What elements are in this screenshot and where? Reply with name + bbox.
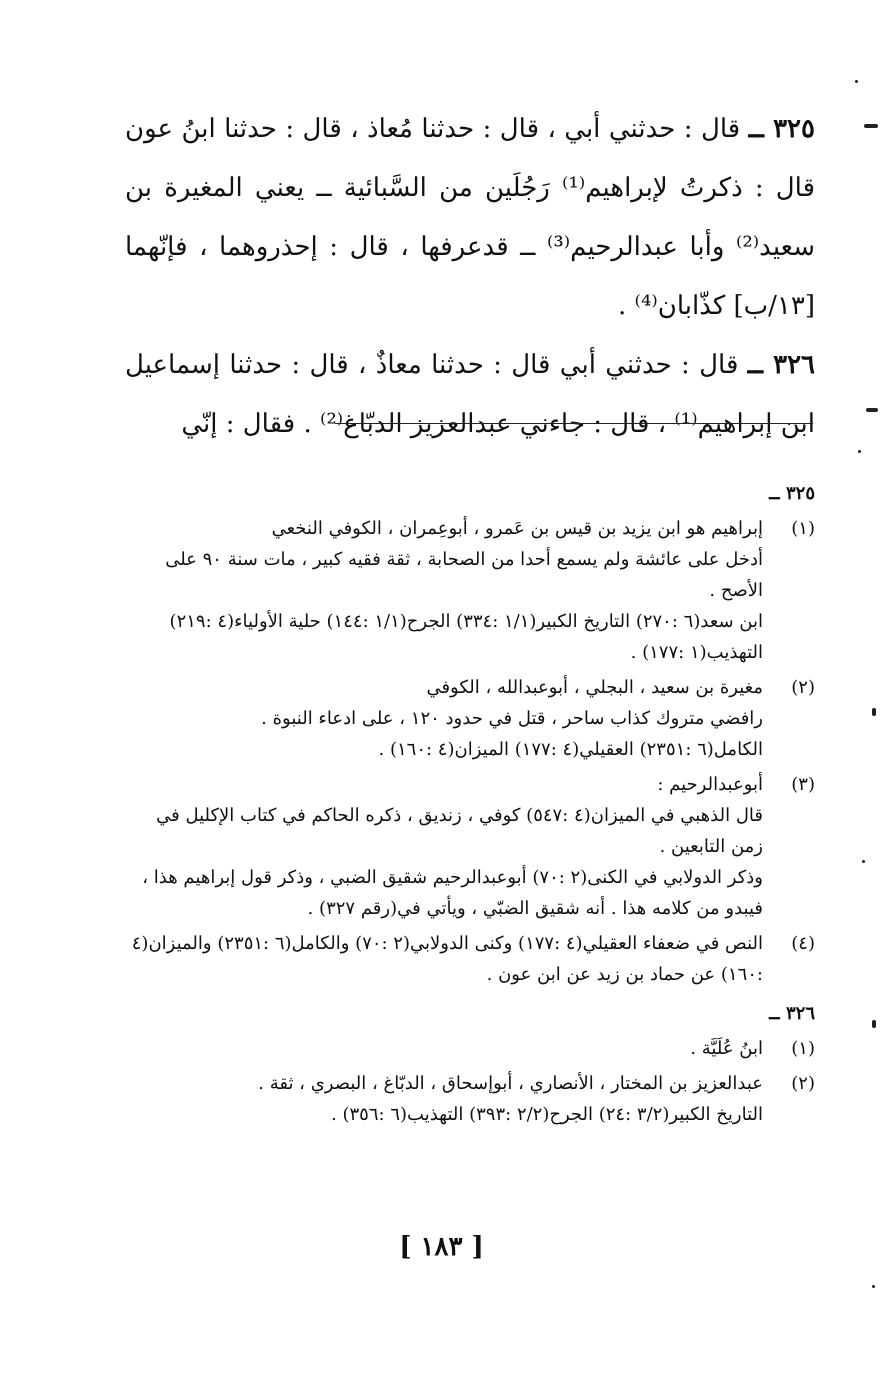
footnote-line: ابنُ عُلَيَّة . xyxy=(690,1038,763,1059)
hadith-entry xyxy=(125,100,815,336)
footnote-group-heading: ٣٢٥ ــ xyxy=(769,483,815,504)
footnote-line: النص في ضعفاء العقيلي(٤ :١٧٧) وكنى الدولابي(٢ :٧٠) والكامل(٦ :٢٣٥١) والميزان(٤ :١٦٠) عن حماد بن زيد عن ابن عون . xyxy=(131,933,763,985)
scan-mark xyxy=(866,408,878,412)
footnote xyxy=(130,1068,815,1130)
entry-number: ٣٢٦ ــ xyxy=(747,350,816,380)
scan-mark xyxy=(862,860,865,863)
footnote xyxy=(130,513,815,668)
footnote xyxy=(130,769,815,924)
footnote-line: قال الذهبي في الميزان(٤ :٥٤٧) كوفي ، زنديق ، ذكره الحاكم في كتاب الإكليل في زمن التابعين . xyxy=(156,805,763,857)
footnote-number: (٢) xyxy=(791,1073,815,1094)
footnote-body xyxy=(130,769,763,924)
footnotes xyxy=(130,478,815,1130)
footnote-number: (٣) xyxy=(791,774,815,795)
hadith-entry xyxy=(125,336,815,454)
footnote-line: إبراهيم هو ابن يزيد بن قيس بن عَمرو ، أبوعِمران ، الكوفي النخعي xyxy=(271,518,763,539)
footnote-line: مغيرة بن سعيد ، البجلي ، أبوعبدالله ، الكوفي xyxy=(426,677,763,698)
footnote-number: (١) xyxy=(791,518,815,539)
entry-text: قال : حدثني أبي ، قال : حدثنا مُعاذ ، قال : حدثنا ابنُ عون قال : ذكرتُ لإبراهيم⁽¹⁾ رَجُلَين من السَّبائية ــ يعني المغيرة بن سعيد⁽²⁾ وأبا عبدالرحيم⁽³⁾ ــ قدعرفها ، قال : إحذروهما ، فإنّهما [١٣/ب] كذّابان⁽⁴⁾ . xyxy=(125,114,815,321)
footnote-group xyxy=(130,998,815,1130)
scan-mark xyxy=(872,1020,876,1028)
scan-mark xyxy=(864,124,878,128)
footnote-body xyxy=(130,928,763,990)
footnote-line: رافضي متروك كذاب ساحر ، قتل في حدود ١٢٠ ، على ادعاء النبوة . xyxy=(261,708,763,729)
footnote-body xyxy=(130,1033,763,1064)
footnote-number: (٢) xyxy=(791,677,815,698)
footnote-line: أدخل على عائشة ولم يسمع أحدا من الصحابة ، ثقة فقيه كبير ، مات سنة ٩٠ على الأصح . xyxy=(165,549,763,601)
footnote xyxy=(130,672,815,765)
scan-mark xyxy=(872,708,876,716)
footnote-body xyxy=(130,513,763,668)
footnote-line: وذكر الدولابي في الكنى(٢ :٧٠) أبوعبدالرحيم شقيق الضبي ، وذكر قول إبراهيم هذا ، فيبدو من كلامه هذا . أنه شقيق الضبّي ، ويأتي في(رقم ٣٢٧) . xyxy=(142,867,763,919)
footnote-divider xyxy=(335,423,813,424)
footnote xyxy=(130,1033,815,1064)
footnote-line: عبدالعزيز بن المختار ، الأنصاري ، أبوإسحاق ، الدبّاغ ، البصري ، ثقة . xyxy=(258,1073,763,1094)
scan-mark xyxy=(858,450,861,453)
footnote-line: أبوعبدالرحيم : xyxy=(657,774,763,795)
footnote-number: (٤) xyxy=(791,933,815,954)
footnote-line: ابن سعد(٦ :٢٧٠) التاريخ الكبير(١/١ :٣٣٤) الجرح(١/١ :١٤٤) حلية الأولياء(٤ :٢١٩) التهذيب(١ :١٧٧) . xyxy=(169,611,763,663)
main-text xyxy=(125,100,815,454)
entry-text: قال : حدثني أبي قال : حدثنا معاذٌ ، قال : حدثنا إسماعيل ابن إبراهيم⁽¹⁾ ، قال : جاءني عبدالعزيز الدبّاغ⁽²⁾ . فقال : إنّي xyxy=(125,350,815,439)
scan-mark xyxy=(855,80,858,83)
footnote-group-heading: ٣٢٦ ــ xyxy=(769,1003,815,1024)
footnote-group xyxy=(130,478,815,990)
scan-mark xyxy=(872,1285,875,1288)
entry-number: ٣٢٥ ــ xyxy=(748,114,815,144)
footnote-body xyxy=(130,672,763,765)
footnote-body xyxy=(130,1068,763,1130)
footnote-number: (١) xyxy=(791,1038,815,1059)
page-number: [ ١٨٣ ] xyxy=(399,1232,484,1262)
footnote xyxy=(130,928,815,990)
footnote-line: الكامل(٦ :٢٣٥١) العقيلي(٤ :١٧٧) الميزان(٤ :١٦٠) . xyxy=(378,739,763,760)
footnote-line: التاريخ الكبير(٣/٢ :٢٤) الجرح(٢/٢ :٣٩٣) التهذيب(٦ :٣٥٦) . xyxy=(331,1104,763,1125)
